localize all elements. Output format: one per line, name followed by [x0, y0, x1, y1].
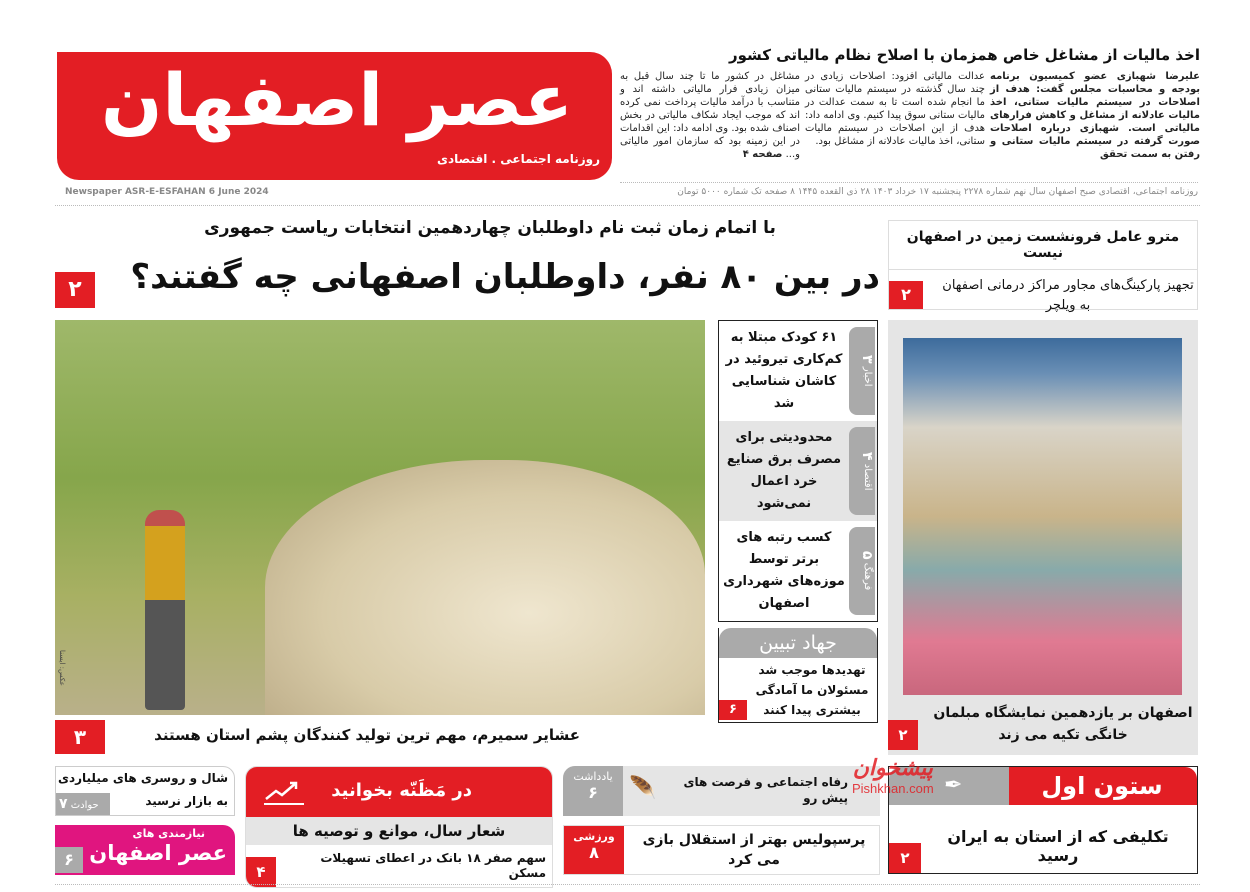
right-photo-caption[interactable]: اصفهان بر یازدهمین نمایشگاه مبلمان خانگی تکیه می زند	[933, 705, 1193, 743]
brief-text: ۶۱ کودک مبتلا به کم‌کاری تیروئید در کاشان شناسایی شد	[725, 330, 843, 411]
brief-section: اخبار	[862, 366, 873, 387]
accident-text-2: به بازار نرسید	[145, 794, 228, 808]
masthead	[57, 52, 612, 180]
masthead-subtitle: روزنامه اجتماعی . اقتصادی	[437, 152, 600, 166]
main-photo-page[interactable]: ۳	[55, 720, 105, 754]
accident-page: ۷	[59, 796, 68, 812]
classified-top: نیازمندی های	[132, 827, 205, 840]
issue-info-english: Newspaper ASR-E-ESFAHAN 6 June 2024	[65, 187, 269, 197]
brief-page: ۴	[859, 451, 875, 461]
note-box[interactable]	[563, 766, 880, 816]
right-box-page[interactable]: ۲	[889, 281, 923, 309]
brief-text: محدودیتی برای مصرف برق صنایع خرد اعمال نمی‌شود	[726, 430, 842, 511]
read-in-header	[246, 767, 552, 817]
sport-label: ورزشی	[573, 830, 615, 843]
exhibition-photo	[903, 338, 1182, 695]
jahad-box[interactable]	[718, 628, 878, 723]
classified-page: ۶	[55, 847, 83, 873]
brief-section-tab	[849, 427, 875, 515]
read-in-label: در مَظَنّه بخوانید	[331, 780, 472, 801]
brief-section: اقتصاد	[862, 463, 873, 491]
first-column-text: تکلیفی که از استان به ایران رسید	[947, 827, 1169, 865]
feather-icon: 🪶	[629, 776, 657, 801]
right-photo-panel	[888, 320, 1198, 755]
accident-box[interactable]	[55, 766, 235, 816]
read-in-page: ۴	[246, 857, 276, 887]
right-news-box	[888, 220, 1198, 313]
sport-box[interactable]	[563, 825, 880, 875]
jahad-text: تهدیدها موجب شد مسئولان ما آمادگی بیشتری پیدا کنند	[755, 663, 869, 717]
brief-page: ۳	[859, 355, 875, 364]
wool-pile	[265, 460, 705, 715]
pen-nib-icon: ✒	[889, 767, 1009, 805]
briefs-column	[718, 320, 878, 622]
top-story-col-2: عدالت مالیاتی افزود: اصلاحات زیادی در چند سال گذشته در سیستم مالیات ستانی ما انجام شده است تا به سمت عدالت در مالیات ستانی سوق پیدا کنیم. وی ادامه داد: هدف از این اصلاحات در سیستم مالیات ستانی، اخذ مالیات عادلانه از مشاغل بود.	[805, 71, 985, 147]
photo-credit: عکس: ایسنا	[58, 650, 66, 686]
watermark-en: Pishkhan.com	[852, 781, 934, 796]
pishkhan-watermark	[852, 756, 934, 796]
brief-item[interactable]	[719, 321, 877, 421]
top-story-col-1: علیرضا شهبازی عضو کمیسیون برنامه بودجه و محاسبات مجلس گفت: هدف از اصلاحات در سیستم مالیات ستانی، اخذ مالیات عادلانه از مشاغل و کاهش فرارهای مالیاتی است. شهبازی درباره اصلاحات صورت گرفته در سیستم مالیات ستانی و رفتن به سمت تحقق	[990, 71, 1200, 160]
note-label: یادداشت	[573, 770, 613, 783]
lead-page-number[interactable]: ۲	[55, 272, 95, 308]
right-box-title[interactable]: مترو عامل فرونشست زمین در اصفهان نیست	[889, 221, 1197, 270]
classified-box[interactable]	[55, 825, 235, 875]
sport-tab	[564, 826, 624, 874]
read-in-sub: سهم صفر ۱۸ بانک در اعطای تسهیلات مسکن	[320, 851, 546, 880]
brief-item[interactable]	[719, 421, 877, 521]
right-box-text[interactable]: تجهیز پارکینگ‌های مجاور مراکز درمانی اصفهان به ویلچر	[942, 278, 1194, 313]
right-photo-page[interactable]: ۲	[888, 720, 918, 750]
issue-info: روزنامه اجتماعی، اقتصادی صبح اصفهان سال نهم شماره ۲۲۷۸ پنجشنبه ۱۷ خرداد ۱۴۰۳ ۲۸ ذی القعده ۱۴۴۵ ۸ صفحه تک شماره ۵۰۰۰ تومان	[677, 187, 1198, 197]
watermark-fa: پیشخوان	[852, 756, 933, 781]
sport-text: پرسپولیس بهتر از استقلال بازی می کرد	[642, 832, 866, 868]
note-page: ۶	[588, 783, 598, 802]
read-in-headline: شعار سال، موانع و توصیه ها	[246, 817, 552, 845]
brief-item[interactable]	[719, 521, 877, 621]
top-story-title[interactable]: اخذ مالیات از مشاغل خاص همزمان با اصلاح نظام مالیاتی کشور	[728, 46, 1200, 64]
child-figure	[145, 510, 185, 710]
classified-name: عصر اصفهان	[89, 841, 227, 865]
accident-label: حوادث	[70, 800, 99, 811]
divider	[55, 884, 1200, 885]
trend-chart-icon	[262, 777, 306, 807]
jahad-title: جهاد تبیین	[719, 628, 877, 658]
top-story-col-3	[620, 70, 800, 161]
divider	[55, 205, 1200, 206]
main-photo	[55, 320, 705, 715]
first-column-box[interactable]	[888, 766, 1198, 874]
lead-headline[interactable]: در بین ۸۰ نفر، داوطلبان اصفهانی چه گفتند؟	[130, 257, 880, 297]
accident-text-1: شال و روسری های میلیاردی	[57, 771, 228, 785]
newspaper-logo: عصر اصفهان	[100, 58, 574, 142]
read-in-box[interactable]	[245, 766, 553, 888]
brief-page: ۵	[859, 551, 875, 560]
middle-column	[718, 320, 878, 723]
divider	[620, 182, 1198, 183]
note-tab	[563, 766, 623, 816]
top-story-col-3-text: مشاغل در کشور ما تا چند سال قبل به میزان زیادی فرار مالیاتی داشته اند و متناسب با درآمد مالیات پرداخت نمی کرده اند که موجب ایجاد شکاف مالیاتی در بخش اصناف شده بود. وی ادامه داد: این اقدامات در این زمینه بود که سازمان امور مالیاتی و...	[620, 71, 800, 160]
first-column-label: ستون اول	[1007, 767, 1197, 805]
brief-section-tab	[849, 327, 875, 415]
brief-section-tab	[849, 527, 875, 615]
first-column-page: ۲	[889, 843, 921, 873]
accident-tab	[56, 793, 110, 815]
main-photo-caption[interactable]: عشایر سمیرم، مهم ترین تولید کنندگان پشم استان هستند	[154, 726, 580, 744]
sport-page: ۸	[589, 843, 599, 862]
brief-text: کسب رتبه های برتر توسط موزه‌های شهرداری اصفهان	[723, 530, 845, 611]
jahad-page: ۶	[719, 700, 747, 720]
top-story-page-ref[interactable]: صفحه ۴	[742, 149, 783, 160]
note-text: رفاه اجتماعی و فرصت های پیش رو	[683, 775, 848, 805]
brief-section: فرهنگ	[862, 563, 873, 591]
lead-kicker: با اتمام زمان ثبت نام داوطلبان چهاردهمین انتخابات ریاست جمهوری	[204, 218, 776, 238]
